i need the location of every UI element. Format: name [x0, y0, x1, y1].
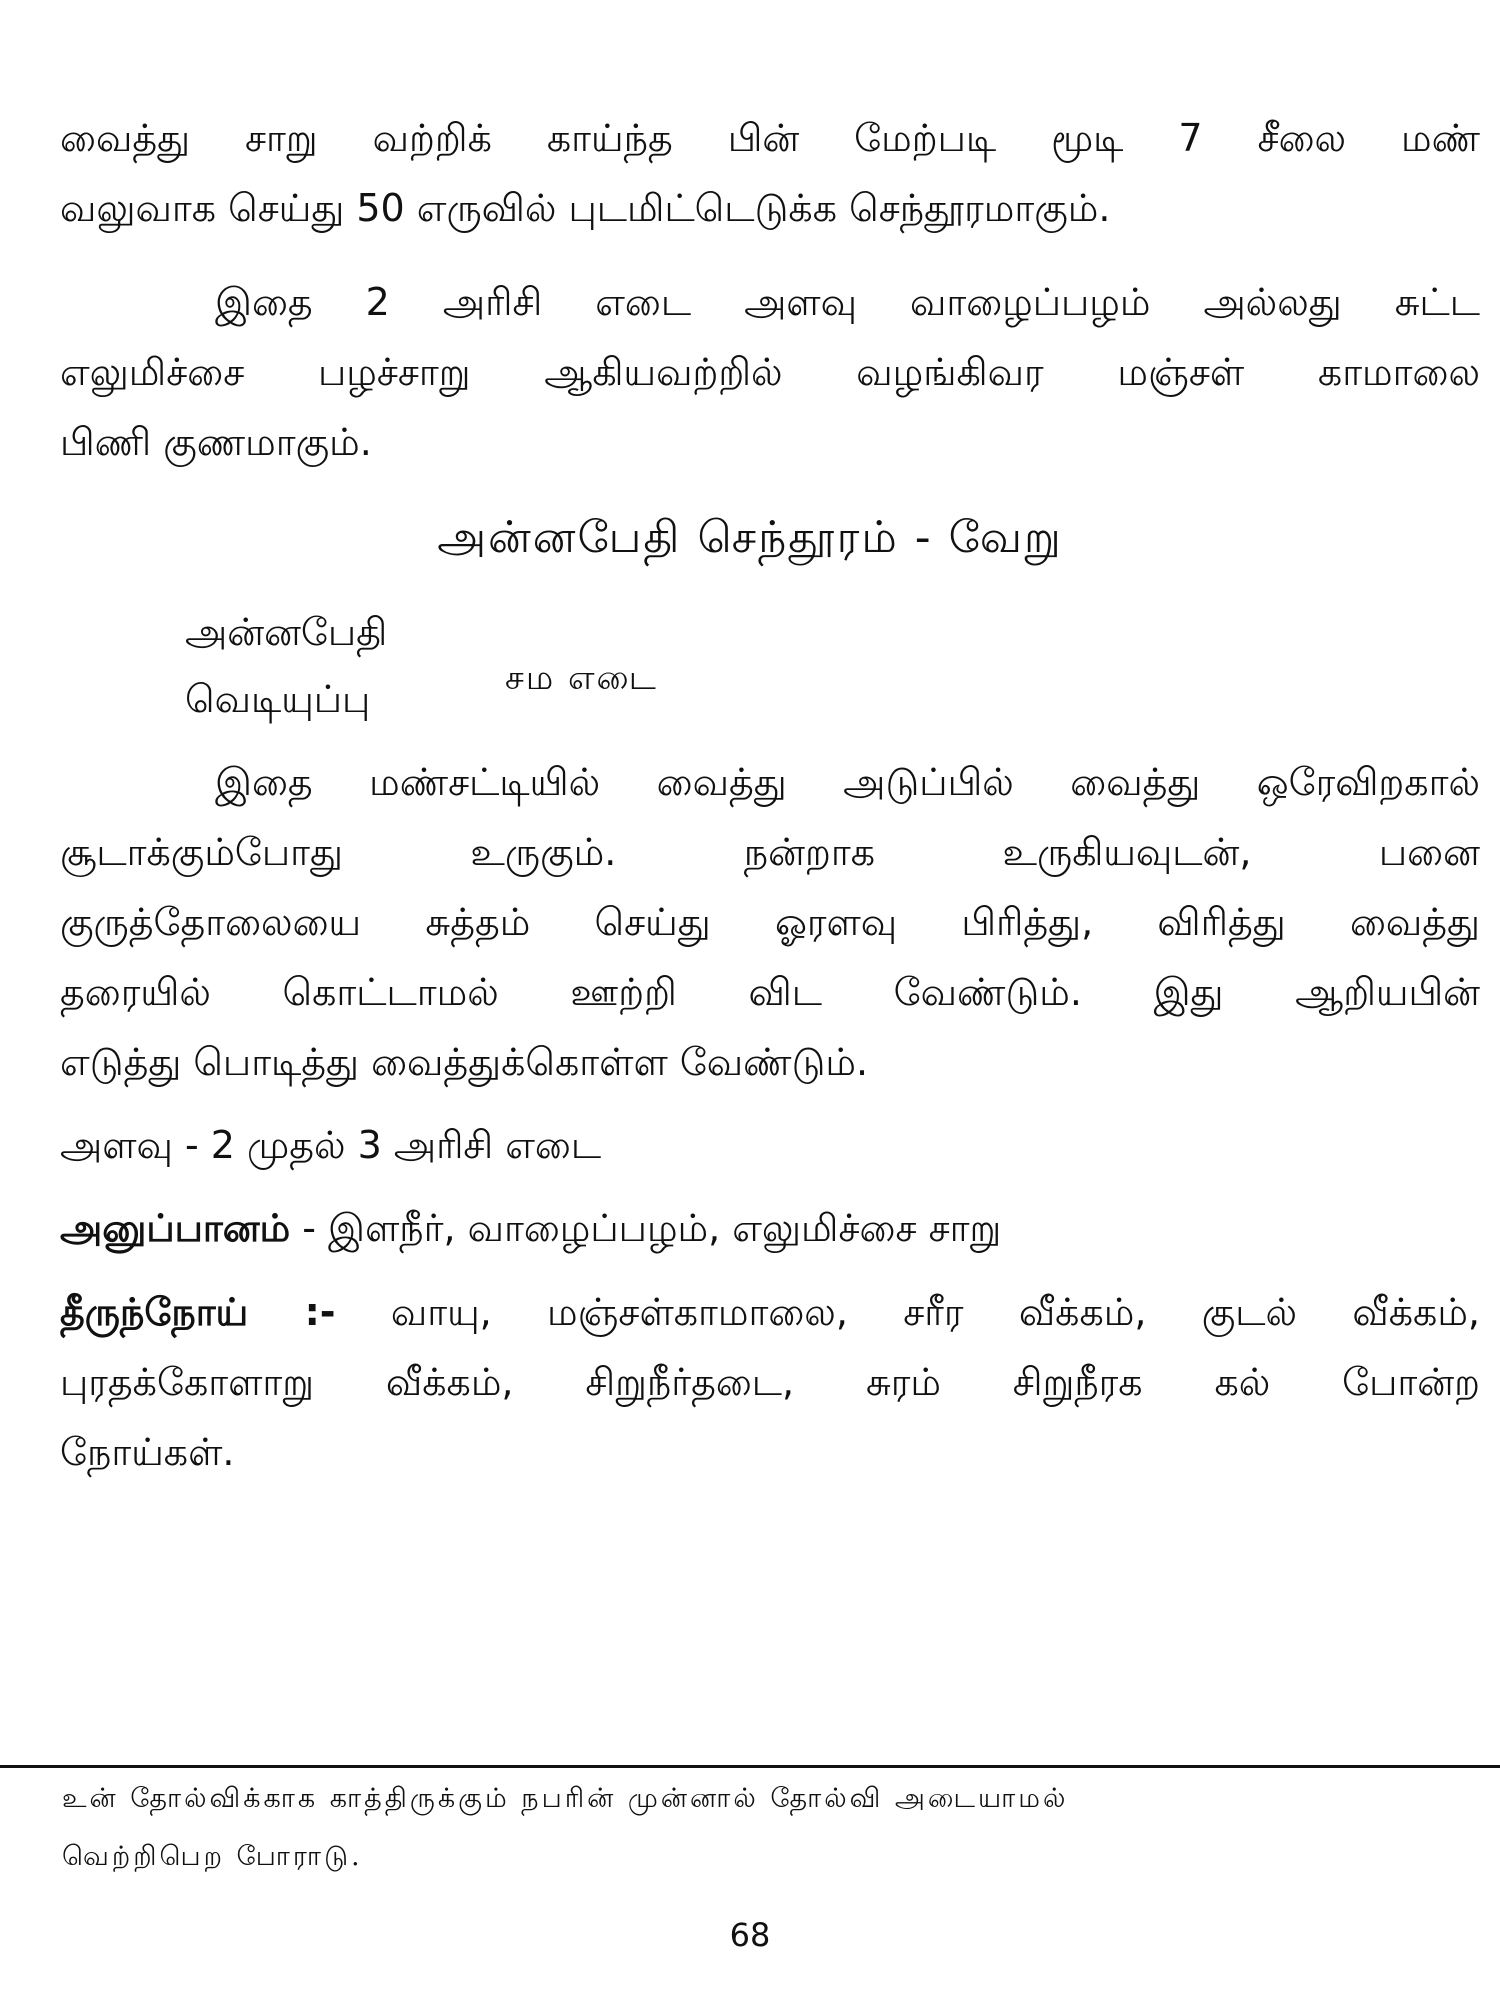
ingredient-2: வெடியுப்பு — [185, 677, 371, 721]
paragraph-2-line-1: இதை 2 அரிசி எடை அளவு வாழைப்பழம் அல்லது சுட்ட — [215, 280, 1480, 324]
cures-line-1 — [60, 1282, 1480, 1342]
cures-line-3: நோய்கள். — [60, 1430, 235, 1474]
paragraph-3-line-4: தரையில் கொட்டாமல் ஊற்றி விட வேண்டும். இது ஆறியபின் — [60, 970, 1480, 1014]
paragraph-3-line-3: குருத்தோலையை சுத்தம் செய்து ஓரளவு பிரித்து, விரித்து வைத்து — [60, 900, 1480, 944]
paragraph-2-line-3: பிணி குணமாகும். — [60, 420, 372, 464]
page-number: 68 — [729, 1916, 771, 1954]
ingredient-1: அன்னபேதி — [185, 610, 388, 654]
section-heading: அன்னபேதி செந்தூரம் - வேறு — [437, 512, 1063, 563]
cures-line-2: புரதக்கோளாறு வீக்கம், சிறுநீர்தடை, சுரம் சிறுநீரக கல் போன்ற — [60, 1360, 1480, 1404]
anupanam-text: - இளநீர், வாழைப்பழம், எலுமிச்சை சாறு — [290, 1206, 1002, 1250]
paragraph-1-line-1: வைத்து சாறு வற்றிக் காய்ந்த பின் மேற்படி மூடி 7 சீலை மண் — [60, 116, 1480, 160]
cures-line-1-text: வாயு, மஞ்சள்காமாலை, சரீர வீக்கம், குடல் வீக்கம், — [335, 1290, 1481, 1334]
anupanam-line — [60, 1198, 1480, 1258]
paragraph-3-line-1: இதை மண்சட்டியில் வைத்து அடுப்பில் வைத்து ஒரேவிறகால் — [215, 760, 1480, 804]
footnote-line-1: உன் தோல்விக்காக காத்திருக்கும் நபரின் முன்னால் தோல்வி அடையாமல் — [62, 1783, 1069, 1814]
ingredient-quantity: சம எடை — [505, 658, 658, 698]
footnote-line-2: வெற்றிபெற போராடு. — [62, 1841, 363, 1872]
paragraph-2-line-2: எலுமிச்சை பழச்சாறு ஆகியவற்றில் வழங்கிவர மஞ்சள் காமாலை — [60, 350, 1480, 394]
paragraph-3-line-5: எடுத்து பொடித்து வைத்துக்கொள்ள வேண்டும். — [60, 1040, 869, 1084]
paragraph-3-line-2: சூடாக்கும்போது உருகும். நன்றாக உருகியவுடன், பனை — [60, 830, 1480, 874]
anupanam-label: அனுப்பானம் — [60, 1206, 291, 1250]
paragraph-1-line-2: வலுவாக செய்து 50 எருவில் புடமிட்டெடுக்க செந்தூரமாகும். — [60, 186, 1111, 230]
footer-divider — [0, 1765, 1500, 1768]
dosage-line: அளவு - 2 முதல் 3 அரிசி எடை — [60, 1123, 602, 1167]
cures-label: தீருந்நோய் :- — [60, 1290, 336, 1334]
